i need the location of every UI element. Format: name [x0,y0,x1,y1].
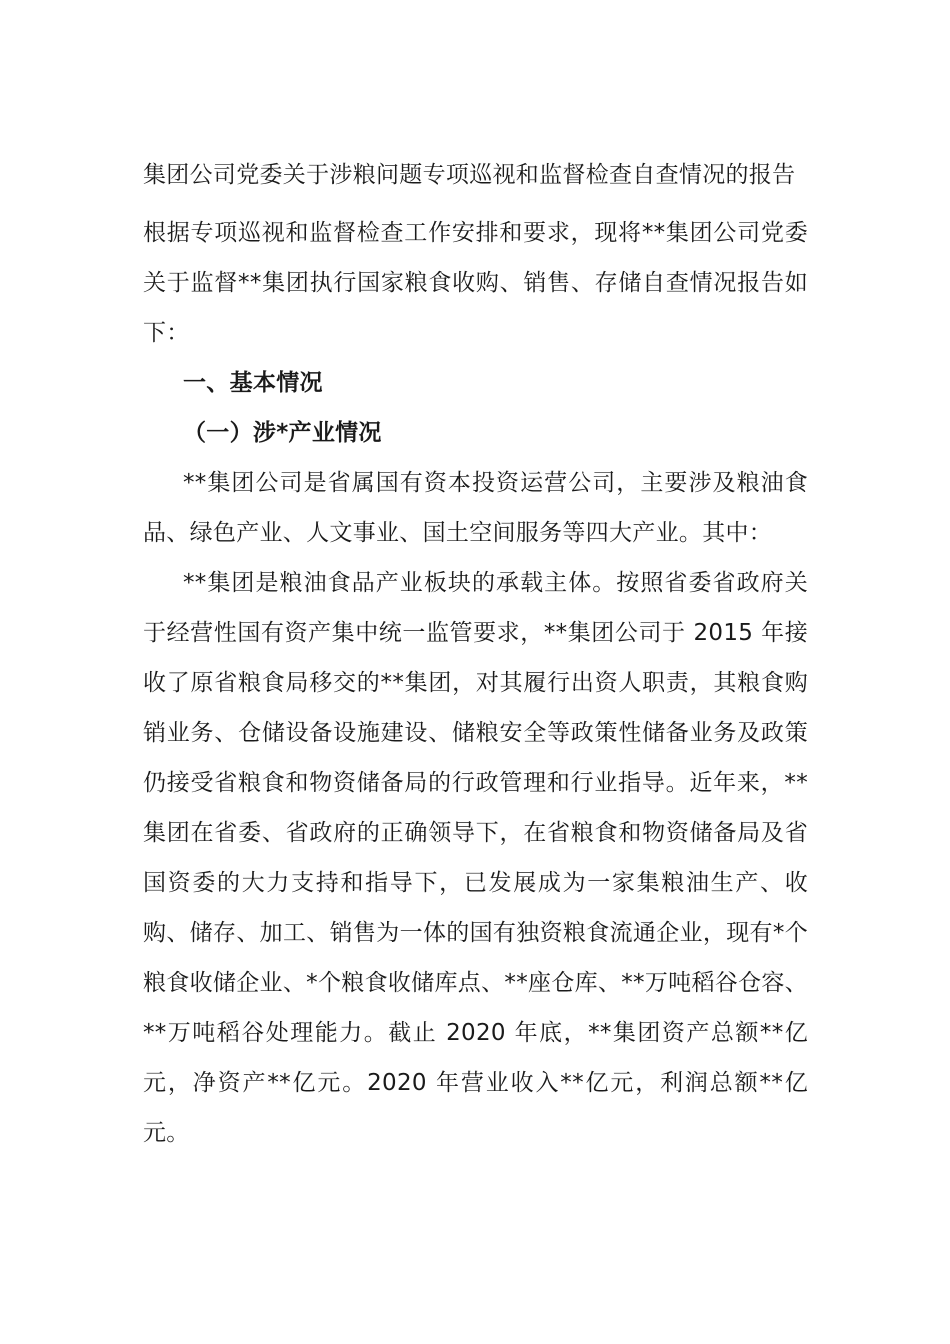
body-paragraph-1: **集团公司是省属国有资本投资运营公司，主要涉及粮油食品、绿色产业、人文事业、国土空间服务等四大产业。其中： [143,470,808,546]
subsection-heading-industry: （一）涉*产业情况 [183,420,382,446]
document-title: 集团公司党委关于涉粮问题专项巡视和监督检查自查情况的报告 [143,162,796,188]
document-body [143,150,808,1158]
section-heading-basic-situation: 一、基本情况 [183,370,323,396]
intro-paragraph: 根据专项巡视和监督检查工作安排和要求，现将**集团公司党委关于监督**集团执行国家粮食收购、销售、存储自查情况报告如下： [143,220,808,346]
body-paragraph-2: **集团是粮油食品产业板块的承载主体。按照省委省政府关于经营性国有资产集中统一监管要求，**集团公司于 2015 年接收了原省粮食局移交的**集团，对其履行出资人职责，其粮食购销业务、仓储设备设施建设、储粮安全等政策性储备业务及政策仍接受省粮食和物资储备局的行政管理和行业指导。近年来，**集团在省委、省政府的正确领导下，在省粮食和物资储备局及省国资委的大力支持和指导下，已发展成为一家集粮油生产、收购、储存、加工、销售为一体的国有独资粮食流通企业，现有*个粮食收储企业、*个粮食收储库点、**座仓库、**万吨稻谷仓容、**万吨稻谷处理能力。截止 2020 年底，**集团资产总额**亿元，净资产**亿元。2020 年营业收入**亿元，利润总额**亿元。 [143,570,808,1146]
